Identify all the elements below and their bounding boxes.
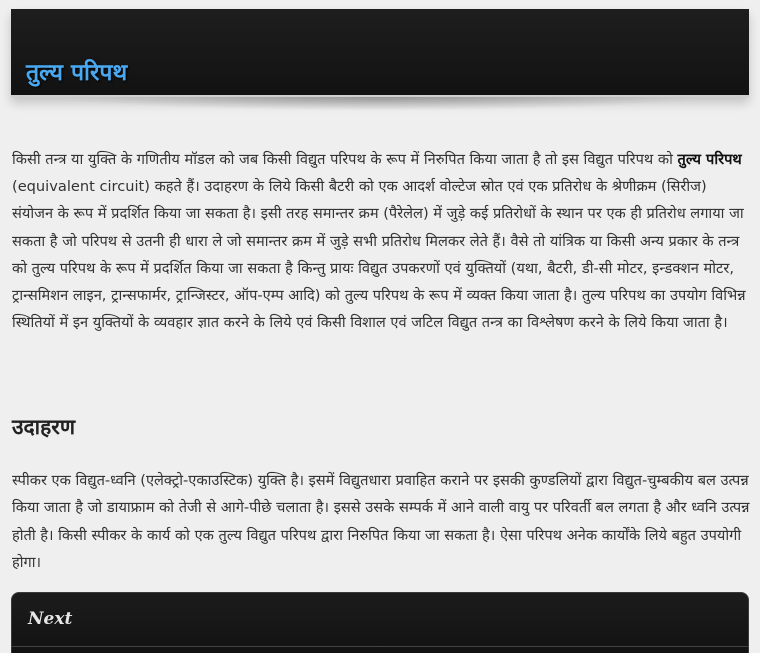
next-divider (12, 646, 748, 647)
page-title: तुल्य परिपथ (26, 60, 128, 86)
example-section (12, 467, 750, 577)
intro-section (12, 146, 750, 336)
intro-paragraph (12, 146, 750, 336)
intro-text-1: किसी तन्त्र या युक्ति के गणितीय मॉडल को जब किसी विद्युत परिपथ के रूप में निरुपित किया जाता है तो इस विद्युत परिपथ को (12, 151, 678, 168)
bold-term: तुल्य परिपथ (677, 151, 742, 168)
example-paragraph: स्पीकर एक विद्युत-ध्वनि (एलेक्ट्रो-एकाउस्टिक) युक्ति है। इसमें विद्युतधारा प्रवाहित कराने पर इसकी कुण्डलियों द्वारा विद्युत-चुम्बकीय बल उत्पन्न किया जाता है जो डायाफ्राम को तेजी से आगे-पीछे चलाता है। इससे उसके सम्पर्क में आने वाली वायु पर परिवर्ती बल लगता है और ध्वनि उत्पन्न होती है। किसी स्पीकर के कार्य को एक तुल्य विद्युत परिपथ द्वारा निरुपित किया जा सकता है। ऐसा परिपथ अनेक कार्योंके लिये बहुत उपयोगी होगा। (12, 472, 750, 572)
example-heading: उदाहरण (12, 415, 76, 439)
intro-text-2: (equivalent circuit) कहते हैं। उदाहरण के लिये किसी बैटरी को एक आदर्श वोल्टेज स्रोत एवं एक प्रतिरोध के श्रेणीक्रम (सिरीज) संयोजन के रूप में प्रदर्शित किया जा सकता है। इसी तरह समान्तर क्रम (पैरेलेल) में जुड़े कई प्रतिरोधों के स्थान पर एक ही प्रतिरोध लगाया जा सकता है जो परिपथ से उतनी ही धारा ले जो समान्तर क्रम में जुड़े सभी प्रतिरोध मिलकर लेते हैं। वैसे तो यांत्रिक या किसी अन्य प्रकार के तन्त्र को तुल्य परिपथ के रूप में प्रदर्शित किया जा सकता है किन्तु प्रायः विद्युत उपकरणों एवं युक्तियों (यथा, बैटरी, डी-सी मोटर, इन्डक्शन मोटर, ट्रान्समिशन लाइन, ट्रान्सफार्मर, ट्रान्जिस्टर, ऑप-एम्प आदि) को तुल्य परिपथ के रूप में व्यक्त किया जाता है। तुल्य परिपथ का उपयोग विभिन्न स्थितियों में इन युक्तियों के व्यवहार ज्ञात करने के लिये एवं किसी विशाल एवं जटिल विद्युत तन्त्र का विश्लेषण करने के लिये किया जाता है। (12, 178, 746, 332)
page-header (11, 9, 749, 97)
header-shadow (60, 97, 700, 111)
next-link[interactable]: Next (28, 609, 73, 629)
next-panel[interactable] (11, 592, 749, 653)
